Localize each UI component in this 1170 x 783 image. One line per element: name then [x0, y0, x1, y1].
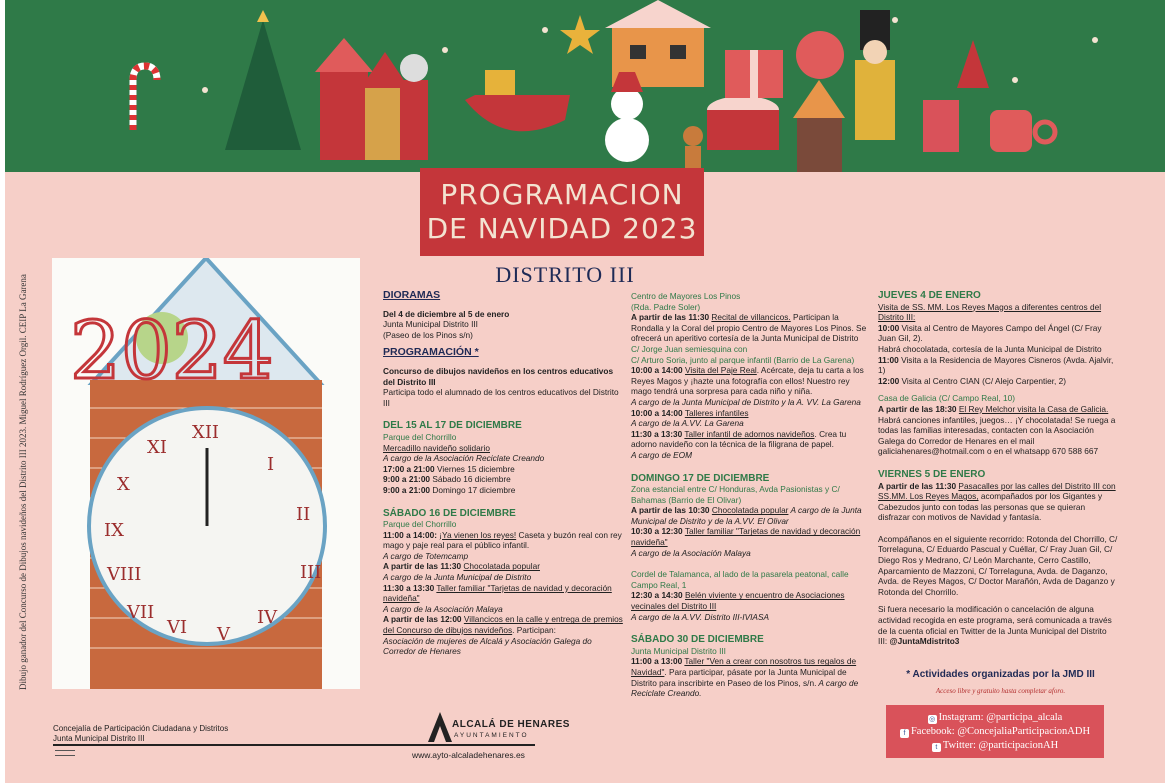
organizer: Asociación de mujeres de Alcalá y Asociación Galega do Corredor de Henares: [383, 635, 592, 657]
svg-text:VI: VI: [167, 617, 188, 638]
event-chocolatada: A partir de las 11:30 Chocolatada popular: [383, 561, 540, 572]
organizer: A cargo de la Asociación Malaya: [631, 547, 751, 558]
title-box: [420, 168, 704, 256]
logo-text: ALCALÁ DE HENARES: [452, 719, 570, 730]
place-casa-galicia: Casa de Galicia (C/ Campo Real, 10): [878, 393, 1015, 404]
note-text: Si fuera necesario la modificación o cancelación de alguna actividad recogida en este programa, será comunicada a través de la cuenta oficial en Twitter de la Junta Municipal del Distrito III: @JuntaMdistrito3: [878, 604, 1112, 647]
date-heading-jan5: VIERNES 5 DE ENERO: [878, 468, 986, 480]
event-taller: 11:30 a 13:30 Taller familiar "Tarjetas de navidad y decoración navideña": [383, 582, 612, 604]
event-recital: A partir de las 11:30 Recital de villancicos. Participan la Rondalla y la Coral del propio Centro de Mayores Los Pinos. Se ofrecerá un aperitivo cortesía de la Junta Municipal de Distrito: [631, 312, 867, 344]
column-1: [383, 290, 623, 657]
event-mercadillo: Mercadillo navideño solidario: [383, 442, 490, 453]
event-talleres: 10:00 a 14:00 Talleres infantiles: [631, 407, 749, 418]
instagram-icon: ◎: [929, 716, 936, 723]
alcala-logo-icon: [428, 712, 452, 742]
social-box: [886, 705, 1104, 758]
place-junta: Junta Municipal Distrito III: [631, 645, 726, 656]
christmas-banner: [5, 0, 1165, 172]
place-centro-mayores: Centro de Mayores Los Pinos: [631, 291, 741, 301]
event-visita-reyes: Visita de SS. MM. Los Reyes Magos a diferentes centros del Distrito III:: [878, 301, 1102, 323]
organizer: A cargo de la Junta Municipal de Distrito: [383, 572, 532, 583]
dioramas-title: DIORAMAS: [383, 289, 441, 301]
logo-subtitle: AYUNTAMIENTO: [454, 732, 529, 739]
nutcracker-icon: [400, 80, 428, 160]
right-border: [1165, 0, 1170, 783]
svg-text:II: II: [296, 504, 311, 525]
svg-text:VIII: VIII: [107, 564, 142, 585]
activities-note: * Actividades organizadas por la JMD III: [906, 669, 1095, 680]
event-chocolatada-2: A partir de las 10:30 Chocolatada popular A cargo de la Junta Municipal de Distrito y de la A.VV. El Olivar: [631, 505, 862, 526]
house-icon: [320, 70, 368, 160]
column-3: [878, 291, 1118, 647]
facebook-icon: f: [900, 729, 909, 738]
date-heading-jan4: JUEVES 4 DE ENERO: [878, 290, 981, 301]
snowman-icon: [605, 118, 649, 162]
place-jorge-juan: C/ Jorge Juan semiesquina con: [631, 343, 748, 354]
place-chorrillo-2: Parque del Chorrillo: [383, 519, 457, 530]
place-address: (Rda. Padre Soler): [631, 301, 701, 312]
event-paje: 10:00 a 14:00 Visita del Paje Real. Acércate, deja tu carta a los Reyes Magos y ¡hazte una fotografía con ellos! Nuestro rey mago tendrá una sorpresa para cada niño y niña.: [631, 365, 864, 397]
place-arturo-soria: C/ Arturo Soria, junto al parque infantil (Barrio de La Garena): [631, 354, 855, 365]
winning-drawing: [52, 258, 360, 689]
schedule-row: 17:00 a 21:00 Viernes 15 diciembre: [383, 463, 515, 474]
organizer: A cargo de la Asociación Malaya: [383, 603, 503, 614]
date-heading-15-17: DEL 15 AL 17 DE DICIEMBRE: [383, 420, 522, 432]
svg-text:IV: IV: [257, 607, 278, 628]
svg-text:III: III: [300, 562, 322, 583]
twitter-icon: t: [932, 743, 941, 752]
title-line1: PROGRAMACION: [440, 178, 684, 211]
right-nutcracker-icon: [855, 60, 895, 140]
svg-text:XII: XII: [192, 422, 220, 443]
date-heading-16: SÁBADO 16 DE DICIEMBRE: [383, 507, 516, 519]
dioramas-dates: Del 4 de diciembre al 5 de enero: [383, 308, 510, 319]
organizer: A cargo de la Asociación Reciclate Creando: [383, 453, 545, 464]
event-reyes: 11:00 a 14:00: ¡Ya vienen los reyes! Caseta y buzón real con rey mago y paje real para el público infantil.: [383, 529, 622, 551]
event-melchor: A partir de las 18:30 El Rey Melchor visita la Casa de Galicia. Habrá canciones infantiles, juegos… ¡Y chocolatada! Se ruega a todas las familias interesadas, contacten con la Asociación Galega do Corredor de Henares en el mail galiciahenares@hotmail.com o en el whatsapp 670 588 667: [878, 403, 1116, 457]
event-belen: 12:30 a 14:30 Belén viviente y encuentro de Asociaciones vecinales del Distrito III: [631, 590, 845, 612]
place-zona-estancial: Zona estancial entre C/ Honduras, Avda Pasionistas y C/ Bahamas (Barrio de El Olivar): [631, 484, 840, 505]
clock-drawing: [52, 258, 360, 689]
svg-text:VII: VII: [127, 602, 155, 623]
event-regalos: 11:00 a 13:00 Taller "Ven a crear con nosotros tus regalos de Navidad". Para participar, pásate por la Junta Municipal de Distrito para inscribirte en Paseo de los Pinos, s/n. A cargo de Reciclate Creando.: [631, 656, 859, 699]
org-line2: Junta Municipal Distrito III: [53, 733, 145, 743]
org-line1: Concejalía de Participación Ciudadana y Distritos: [53, 724, 229, 733]
website-link[interactable]: www.ayto-alcaladehenares.es: [412, 750, 525, 760]
facebook-row[interactable]: f Facebook: @ConcejaliaParticipacionADH: [886, 725, 1104, 739]
programacion-title: PROGRAMACIÓN *: [383, 346, 479, 359]
tall-house-icon: [797, 115, 842, 172]
christmas-illustration: [5, 0, 1165, 172]
event-pasacalles: A partir de las 11:30 Pasacalles por las calles del Distrito III con SS.MM. Los Reyes Magos, acompañados por los Gigantes y Cabezudos junto con todas las personas que se quieran disfrazar con motivos de Navidad y fantasía.: [878, 480, 1116, 523]
column-2: [631, 291, 871, 699]
dioramas-place: Junta Municipal Distrito III: [383, 319, 478, 330]
event-adornos: 11:30 a 13:30 Taller infantil de adornos navideños. Crea tu adorno navideño con la técnica de la filigrana de papel.: [631, 428, 847, 450]
date-heading-17: DOMINGO 17 DE DICIEMBRE: [631, 472, 770, 484]
tree-icon: [225, 20, 301, 150]
district-title: DISTRITO III: [495, 262, 635, 287]
year-drawing: 2024: [70, 304, 274, 397]
place-cordel: Cordel de Talamanca, al lado de la pasarela peatonal, calle Campo Real, 1: [631, 569, 849, 590]
event-taller-2: 10:30 a 12:30 Taller familiar "Tarjetas de navidad y decoración navideña": [631, 526, 861, 548]
drawing-caption: Dibujo ganador del Concurso de Dibujos navideños del Distrito III 2023. Miguel Rodríguez Orgil. CEIP La Garena: [18, 274, 28, 690]
instagram-row[interactable]: ◎ Instagram: @participa_alcala: [929, 712, 1063, 723]
schedule-row: 11:00 Visita a la Residencia de Mayores Cisneros (Avda. Ajalvir, 1): [878, 354, 1114, 376]
schedule-row: 12:00 Visita al Centro CIAN (C/ Alejo Carpentier, 2): [878, 375, 1067, 386]
footer-org: [53, 724, 228, 743]
svg-text:IX: IX: [104, 520, 124, 541]
sleigh-icon: [465, 95, 570, 131]
twitter-row[interactable]: t Twitter: @participacionAH: [886, 739, 1104, 753]
svg-text:I: I: [267, 454, 275, 475]
svg-text:XI: XI: [147, 437, 167, 458]
chocolatada-note: Habrá chocolatada, cortesía de la Junta Municipal de Distrito: [878, 343, 1102, 354]
star-icon: [560, 15, 600, 54]
svg-text:X: X: [117, 474, 130, 495]
concurso-text: Participa todo el alumnado de los centros educativos del Distrito III: [383, 387, 619, 408]
event-villancicos: A partir de las 12:00 Villancicos en la calle y entrega de premios del Concurso de dibujos navideños. Participan:: [383, 614, 623, 636]
svg-text:V: V: [217, 624, 230, 645]
schedule-row: 9:00 a 21:00 Domingo 17 diciembre: [383, 484, 516, 495]
concurso-title: Concurso de dibujos navideños en los centros educativos del Distrito III: [383, 365, 614, 387]
date-heading-30: SÁBADO 30 DE DICIEMBRE: [631, 634, 764, 646]
footer-divider: [53, 744, 535, 746]
gingerbread-icon: [683, 126, 703, 146]
schedule-row: 9:00 a 21:00 Sábado 16 diciembre: [383, 474, 511, 485]
schedule-row: 10:00 Visita al Centro de Mayores Campo del Ángel (C/ Fray Juan Gil, 2).: [878, 322, 1102, 344]
organizer: A cargo de EOM: [631, 449, 693, 460]
mug-icon: [990, 110, 1032, 152]
dioramas-address: (Paseo de los Pinos s/n): [383, 329, 473, 340]
access-note: Acceso libre y gratuito hasta completar aforo.: [935, 687, 1066, 695]
organizer: A cargo de la A.VV. Distrito III-IVIASA: [631, 611, 770, 622]
right-gift-icon: [923, 100, 959, 152]
right-tree-icon: [957, 40, 989, 88]
place-chorrillo: Parque del Chorrillo: [383, 431, 457, 442]
title-line2: DE NAVIDAD 2023: [426, 212, 698, 245]
arrow-icon: [55, 750, 75, 756]
organizer: A cargo de la A.VV. La Garena: [631, 418, 744, 429]
route-text: Acompáñanos en el siguiente recorrido: Rotonda del Chorrillo, C/ Torrelaguna, C/ Eduardo Pascual y Cuéllar, C/ Fray Juan Gil, C/ Diego Ros y Medrano, C/ León Marchante, Cerro Castillo, Aparcamiento de Mazzoni, C/ Torrelaguna, Avda. de Daganzo, Avda. de Reyes Magos, C/ Doctor Marañón, Avda de Daganzo y Rotonda del Chorrillo.: [878, 533, 1118, 597]
organizer: A cargo de Totemcamp: [383, 550, 469, 561]
organizer: A cargo de la Junta Municipal de Distrito y la A. VV. La Garena: [631, 396, 861, 407]
